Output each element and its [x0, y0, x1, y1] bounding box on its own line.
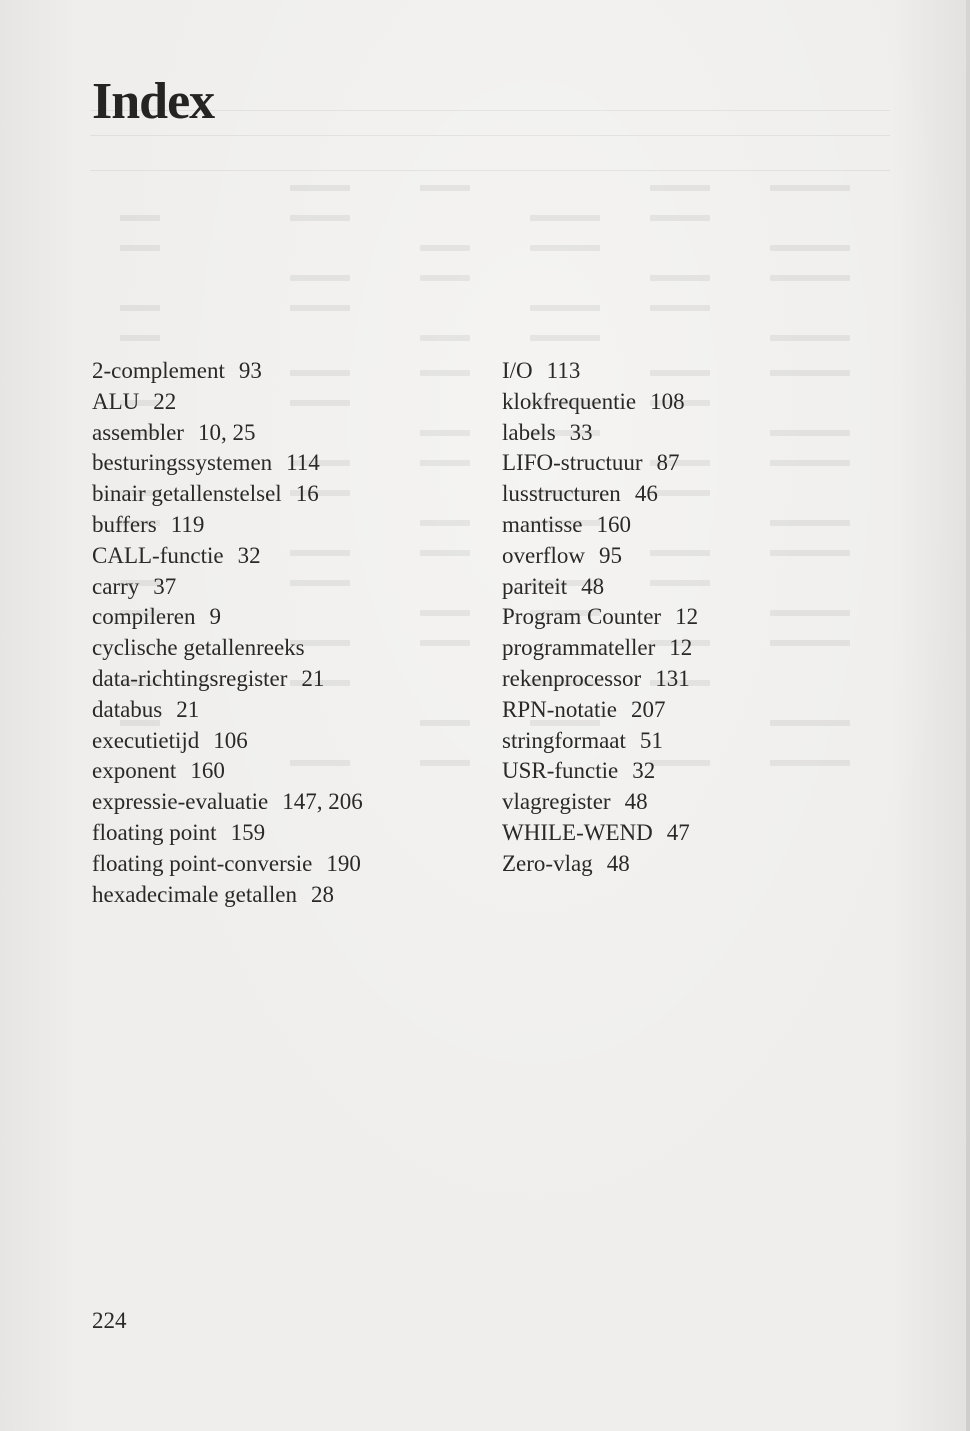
- index-page-refs: 95: [599, 542, 623, 568]
- ghost-cell: [120, 305, 160, 311]
- index-entry: [502, 756, 882, 787]
- index-term: exponent: [92, 758, 177, 784]
- index-term: besturingssystemen: [92, 450, 273, 476]
- index-page-refs: 87: [656, 450, 680, 476]
- index-term: USR-functie: [502, 758, 619, 784]
- index-term: LIFO-structuur: [502, 450, 643, 476]
- ghost-cell: [530, 215, 600, 221]
- index-term: floating point: [92, 819, 217, 845]
- index-term: buffers: [92, 511, 157, 537]
- index-entry: [92, 880, 472, 911]
- index-entry: [502, 418, 882, 449]
- ghost-cell: [120, 215, 160, 221]
- index-entry: [502, 572, 882, 603]
- index-term: WHILE-WEND: [502, 819, 653, 845]
- index-page-refs: 22: [153, 388, 177, 414]
- index-entry: [502, 726, 882, 757]
- index-entry: [92, 695, 472, 726]
- index-page-refs: 160: [190, 758, 225, 784]
- index-term: mantisse: [502, 511, 583, 537]
- index-column-left: [92, 356, 472, 910]
- index-term: ALU: [92, 388, 140, 414]
- index-page-refs: 46: [634, 481, 658, 507]
- index-entry: [502, 602, 882, 633]
- ghost-cell: [290, 275, 350, 281]
- index-page-refs: 106: [213, 727, 248, 753]
- index-term: rekenprocessor: [502, 665, 642, 691]
- index-entry: [92, 572, 472, 603]
- ghost-cell: [290, 305, 350, 311]
- index-term: stringformaat: [502, 727, 626, 753]
- index-page-refs: 48: [624, 789, 648, 815]
- index-entry: [92, 541, 472, 572]
- ghost-cell: [650, 275, 710, 281]
- index-page-refs: 160: [596, 511, 631, 537]
- index-page-refs: 12: [675, 604, 699, 630]
- index-entry: [502, 541, 882, 572]
- ghost-cell: [650, 215, 710, 221]
- index-entry: [92, 510, 472, 541]
- index-term: expressie-evaluatie: [92, 789, 269, 815]
- ghost-cell: [530, 305, 600, 311]
- index-term: programmateller: [502, 635, 656, 661]
- index-entry: [92, 387, 472, 418]
- ghost-rule: [90, 170, 890, 171]
- ghost-cell: [770, 185, 850, 191]
- ghost-cell: [420, 185, 470, 191]
- index-page-refs: 51: [639, 727, 663, 753]
- index-page-refs: 33: [569, 419, 593, 445]
- ghost-cell: [650, 185, 710, 191]
- index-entry: [92, 756, 472, 787]
- index-entry: [92, 602, 472, 633]
- index-term: lusstructuren: [502, 481, 621, 507]
- index-entry: [502, 818, 882, 849]
- index-entry: [92, 479, 472, 510]
- index-term: RPN-notatie: [502, 696, 617, 722]
- index-page-refs: 10, 25: [197, 419, 256, 445]
- index-page-refs: 16: [295, 481, 319, 507]
- ghost-cell: [290, 185, 350, 191]
- index-term: klokfrequentie: [502, 388, 637, 414]
- index-entry: [92, 664, 472, 695]
- index-term: binair getallenstelsel: [92, 481, 282, 507]
- index-entry: [92, 448, 472, 479]
- index-term: cyclische getallenreeks: [92, 635, 305, 661]
- index-page-refs: 108: [650, 388, 685, 414]
- ghost-cell: [530, 335, 600, 341]
- index-term: carry: [92, 573, 140, 599]
- index-page-refs: 48: [581, 573, 605, 599]
- index-entry: [92, 787, 472, 818]
- index-page-refs: 48: [606, 850, 630, 876]
- index-entry: [502, 510, 882, 541]
- index-entry: [502, 664, 882, 695]
- ghost-cell: [770, 245, 850, 251]
- index-page-refs: 28: [310, 881, 334, 907]
- ghost-cell: [120, 335, 160, 341]
- index-entry: [92, 818, 472, 849]
- index-page-refs: 207: [631, 696, 666, 722]
- index-entry: [92, 633, 472, 664]
- index-term: Program Counter: [502, 604, 662, 630]
- page-edge: [966, 0, 970, 1431]
- index-column-right: [502, 356, 882, 880]
- index-term: compileren: [92, 604, 196, 630]
- index-term: CALL-functie: [92, 542, 224, 568]
- index-entry: [502, 479, 882, 510]
- ghost-rule: [90, 135, 890, 136]
- index-entry: [502, 387, 882, 418]
- index-page-refs: 21: [301, 665, 325, 691]
- page-number: 224: [92, 1308, 127, 1333]
- index-term: floating point-conversie: [92, 850, 313, 876]
- index-term: labels: [502, 419, 556, 445]
- ghost-cell: [650, 305, 710, 311]
- index-entry: [92, 418, 472, 449]
- page-title: Index: [92, 73, 215, 130]
- index-entry: [502, 849, 882, 880]
- index-page-refs: 37: [153, 573, 177, 599]
- ghost-cell: [120, 245, 160, 251]
- ghost-cell: [420, 335, 470, 341]
- index-term: executietijd: [92, 727, 200, 753]
- index-page-refs: 12: [669, 635, 693, 661]
- ghost-cell: [770, 275, 850, 281]
- ghost-cell: [770, 335, 850, 341]
- index-page-refs: 47: [666, 819, 690, 845]
- index-entry: [502, 448, 882, 479]
- ghost-cell: [420, 245, 470, 251]
- index-page-refs: 32: [237, 542, 261, 568]
- index-page-refs: 119: [170, 511, 205, 537]
- index-page-refs: 114: [286, 450, 320, 476]
- index-term: vlagregister: [502, 789, 611, 815]
- index-entry: [92, 849, 472, 880]
- index-entry: [502, 695, 882, 726]
- index-page-refs: 93: [238, 358, 262, 383]
- index-term: Zero-vlag: [502, 850, 593, 876]
- index-page-refs: 147, 206: [282, 789, 363, 815]
- index-entry: [502, 633, 882, 664]
- index-term: I/O: [502, 358, 533, 383]
- index-page-refs: 113: [546, 358, 581, 383]
- index-entry: [92, 726, 472, 757]
- index-page-refs: 32: [632, 758, 656, 784]
- index-term: overflow: [502, 542, 586, 568]
- index-page-refs: 190: [326, 850, 361, 876]
- index-term: pariteit: [502, 573, 568, 599]
- index-term: assembler: [92, 419, 184, 445]
- index-term: databus: [92, 696, 163, 722]
- index-entry: [92, 356, 472, 387]
- index-term: hexadecimale getallen: [92, 881, 297, 907]
- index-term: data-richtingsregister: [92, 665, 288, 691]
- index-page-refs: 159: [230, 819, 266, 845]
- index-page-refs: 131: [655, 665, 690, 691]
- ghost-cell: [420, 275, 470, 281]
- ghost-cell: [530, 245, 600, 251]
- ghost-cell: [290, 215, 350, 221]
- index-term: 2-complement: [92, 358, 225, 383]
- index-entry: [502, 787, 882, 818]
- index-page-refs: 9: [209, 604, 221, 630]
- index-page-refs: 21: [176, 696, 200, 722]
- index-entry: [502, 356, 882, 387]
